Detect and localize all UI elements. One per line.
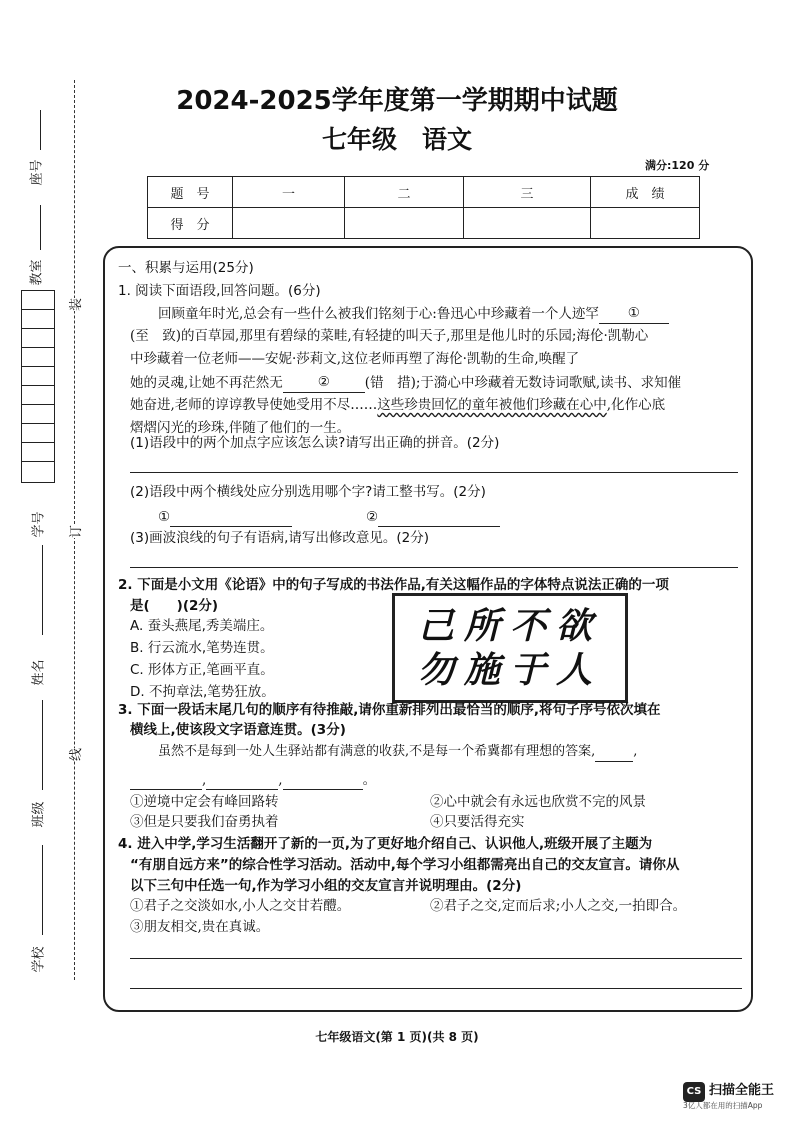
- q3-blank-1[interactable]: [595, 761, 633, 762]
- q3-blanks: , , 。: [130, 770, 376, 790]
- q3-option-2: ②心中就会有永远也欣赏不完的风景: [430, 794, 646, 810]
- q3-option-3: ③但是只要我们奋勇执着: [130, 814, 279, 830]
- score-input-cell[interactable]: [233, 208, 345, 239]
- page-title: 2024-2025学年度第一学期期中试题: [176, 86, 618, 116]
- score-table-header-row: [148, 177, 700, 208]
- section-heading: 一、积累与运用(25分): [118, 260, 254, 276]
- q1-sub2-answer-2[interactable]: ②: [366, 507, 500, 527]
- q2-option-d[interactable]: D. 不拘章法,笔势狂放。: [130, 684, 275, 700]
- student-no-label: 学号: [31, 511, 47, 538]
- answer-line[interactable]: [130, 988, 742, 989]
- q4-stem-3: 以下三句中任选一句,作为学习小组的交友宣言并说明理由。(2分): [130, 878, 522, 894]
- q2-option-b[interactable]: B. 行云流水,笔势连贯。: [130, 640, 274, 656]
- score-table: [147, 176, 700, 239]
- score-table-cell: 得 分: [148, 208, 233, 239]
- ding-mark: 订: [65, 525, 84, 538]
- scanner-app-name: 扫描全能王: [709, 1083, 775, 1098]
- xian-mark: 线: [65, 748, 84, 761]
- calligraphy-line-2: 勿施于人: [417, 649, 602, 691]
- q4-option-3: ③朋友相交,贵在真诚。: [130, 919, 270, 935]
- answer-line[interactable]: [130, 567, 738, 568]
- score-table-cell: 成 绩: [591, 177, 700, 208]
- q1-sub3: (3)画波浪线的句子有语病,请写出修改意见。(2分): [130, 530, 430, 546]
- q1-sub1: (1)语段中的两个加点字应该怎么读?请写出正确的拼音。(2分): [130, 435, 500, 451]
- q4-option-2: ②君子之交,定而后求;小人之交,一拍即合。: [430, 898, 687, 914]
- score-input-cell[interactable]: [464, 208, 591, 239]
- page-number: 七年级语文(第 1 页)(共 8 页): [315, 1030, 479, 1044]
- q1-passage-line: 她的灵魂,让她不再茫然无 ② (错 措);于漪心中珍藏着无数诗词歌赋,读书、求知催: [130, 374, 682, 391]
- score-table-cell: 一: [233, 177, 345, 208]
- seat-label: 座号: [29, 159, 45, 186]
- classroom-label: 教室: [29, 259, 45, 286]
- full-score: 满分:120 分: [645, 159, 710, 172]
- wavy-sentence: 这些珍贵回忆的童年被他们珍藏在心中: [377, 397, 607, 413]
- scanner-slogan: 3亿人都在用的扫描App: [683, 1101, 763, 1110]
- q1-blank-2[interactable]: ②: [283, 372, 365, 393]
- q4-stem-2: “有朋自远方来”的综合性学习活动。活动中,每个学习小组都需亮出自己的交友宣言。请你从: [130, 857, 680, 873]
- score-table-cell: 三: [464, 177, 591, 208]
- score-table-cell: 题 号: [148, 177, 233, 208]
- name-line: [42, 545, 43, 635]
- q3-stem: 3. 下面一段话末尾几句的顺序有待推敲,请你重新排列出最恰当的顺序,将句子序号依次填在: [118, 702, 661, 718]
- q2-stem-2: 是( )(2分): [130, 598, 219, 614]
- school-line: [42, 845, 43, 935]
- score-input-cell[interactable]: [345, 208, 464, 239]
- class-line: [42, 700, 43, 790]
- page-subtitle: 七年级 语文: [321, 125, 472, 154]
- q4-option-1: ①君子之交淡如水,小人之交甘若醴。: [130, 898, 351, 914]
- q3-option-1: ①逆境中定会有峰回路转: [130, 794, 279, 810]
- answer-line[interactable]: [130, 472, 738, 473]
- q1-passage-line: 熠熠闪光的珍珠,伴随了他们的一生。: [130, 420, 351, 436]
- zhuang-mark: 装: [65, 298, 84, 311]
- school-label: 学校: [31, 946, 47, 973]
- class-label: 班级: [31, 801, 47, 828]
- q3-option-4: ④只要活得充实: [430, 814, 525, 830]
- score-table-cell: 二: [345, 177, 464, 208]
- q2-option-c[interactable]: C. 形体方正,笔画平直。: [130, 662, 274, 678]
- q1-sub2: (2)语段中两个横线处应分别选用哪个字?请工整书写。(2分): [130, 484, 486, 500]
- q1-passage-line: 回顾童年时光,总会有一些什么被我们铭刻于心:鲁迅心中珍藏着一个人迹罕 ①: [158, 303, 669, 324]
- classroom-line: [40, 205, 41, 250]
- q1-passage-line: (至 致)的百草园,那里有碧绿的菜畦,有轻捷的叫天子,那里是他儿时的乐园;海伦·凯勒心: [130, 328, 649, 344]
- q1-blank-1[interactable]: ①: [599, 303, 669, 324]
- score-input-cell[interactable]: [591, 208, 700, 239]
- q2-option-a[interactable]: A. 蚕头燕尾,秀美端庄。: [130, 618, 274, 634]
- q1-passage-line: 中珍藏着一位老师——安妮·莎莉文,这位老师再塑了海伦·凯勒的生命,唤醒了: [130, 351, 580, 367]
- q3-stem-2: 横线上,使该段文字语意连贯。(3分): [130, 722, 346, 738]
- q3-blank-2[interactable]: [130, 789, 202, 790]
- q3-text: 虽然不是每到一处人生驿站都有满意的收获,不是每一个希冀都有理想的答案, ,: [158, 742, 637, 762]
- calligraphy-artwork: [392, 593, 628, 703]
- name-label: 姓名: [31, 659, 47, 686]
- score-table-row: [148, 208, 700, 239]
- q2-stem: 2. 下面是小文用《论语》中的句子写成的书法作品,有关这幅作品的字体特点说法正确的一项: [118, 577, 669, 593]
- scanner-logo-icon: CS: [683, 1082, 705, 1102]
- calligraphy-line-1: 己所不欲: [417, 605, 602, 647]
- q3-blank-4[interactable]: [283, 789, 363, 790]
- q4-stem: 4. 进入中学,学习生活翻开了新的一页,为了更好地介绍自己、认识他人,班级开展了主题为: [118, 836, 653, 852]
- answer-line[interactable]: [130, 958, 742, 959]
- q1-sub2-answer-1[interactable]: ①: [158, 507, 292, 527]
- q3-blank-3[interactable]: [206, 789, 278, 790]
- q1-stem: 1. 阅读下面语段,回答问题。(6分): [118, 283, 321, 299]
- q1-passage-line: 她奋进,老师的谆谆教导使她受用不尽……这些珍贵回忆的童年被他们珍藏在心中,化作心底: [130, 397, 666, 413]
